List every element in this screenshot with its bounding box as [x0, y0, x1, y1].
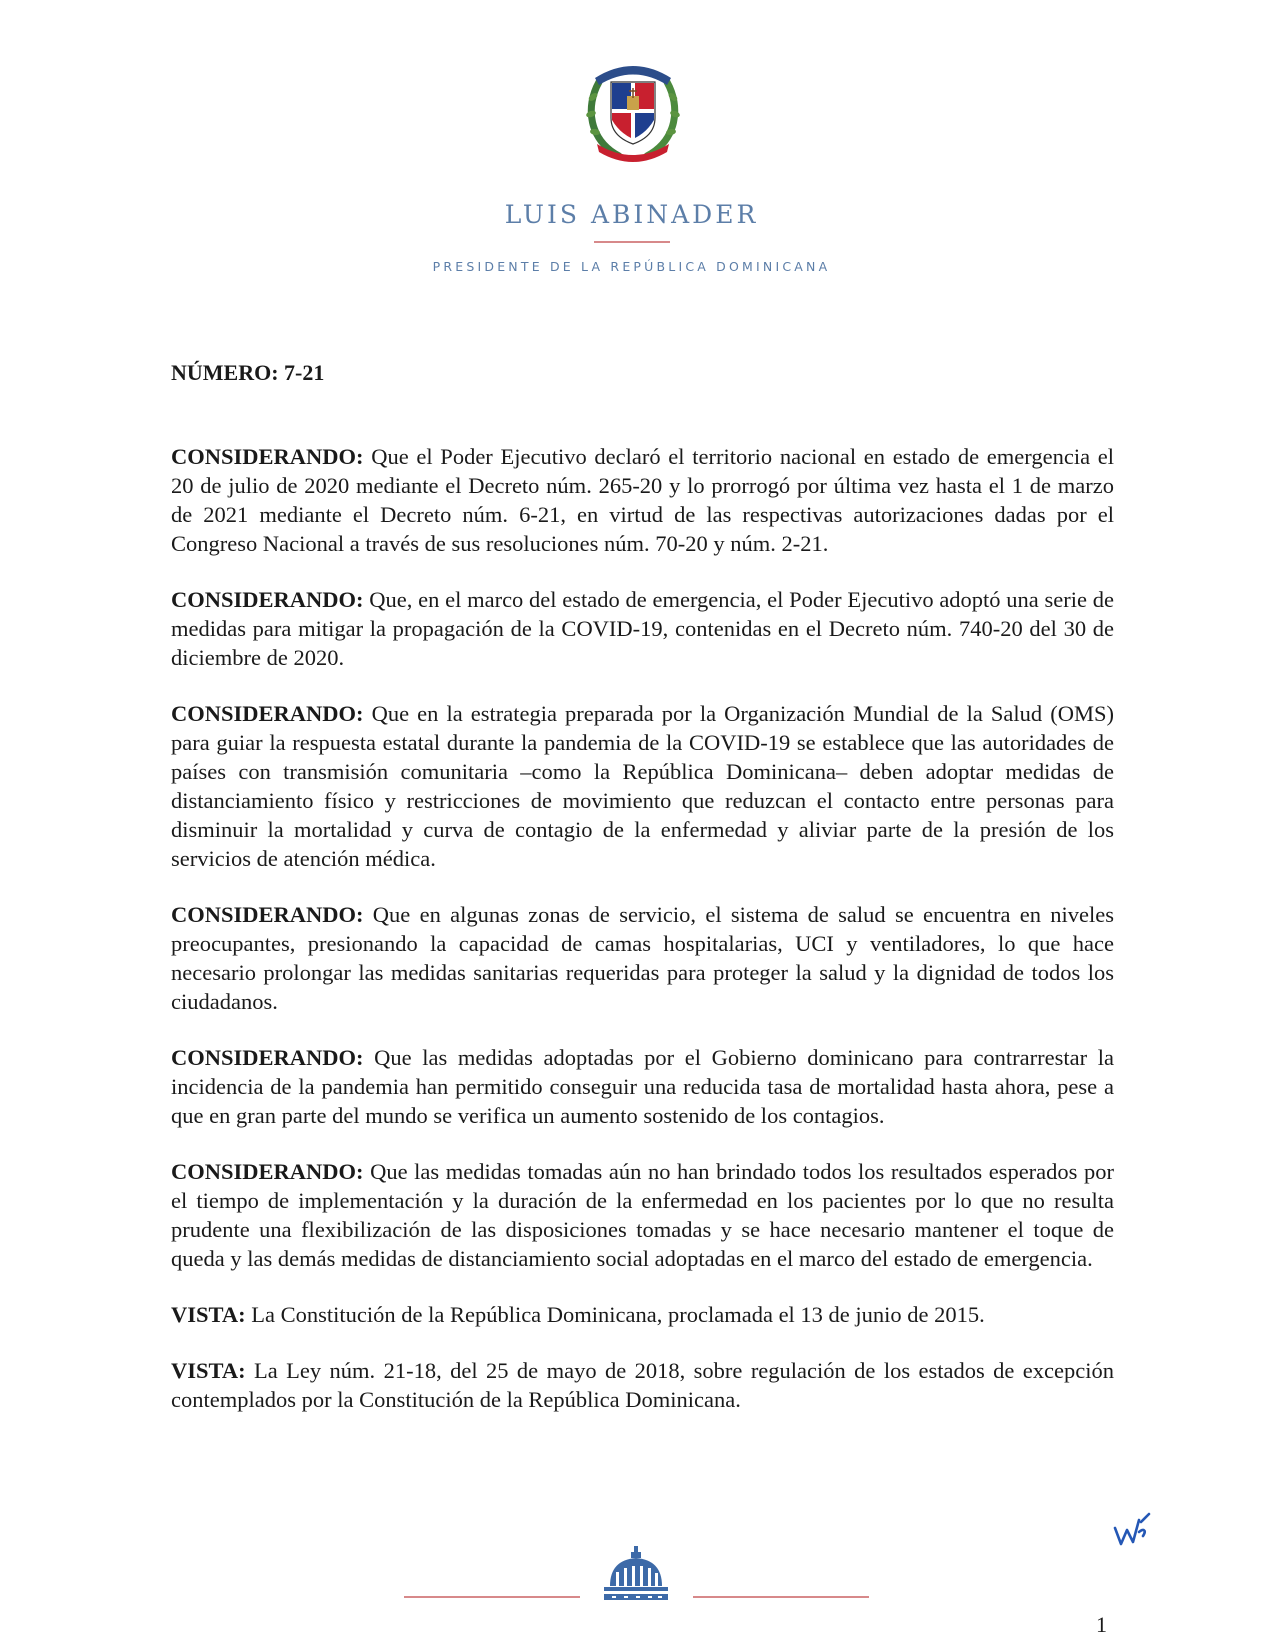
paragraph-text: Que las medidas tomadas aún no han brindado todos los resultados esperados por el tiempo de implementación y la duración de la enfermedad en los pacientes por lo que no resulta prudente una flexibilización de las disposiciones tomadas y se hace necesario mantener el toque de queda y las demás medidas de distanciamiento social adoptadas en el marco del estado de emergencia.	[171, 1159, 1114, 1271]
paragraph-text: Que el Poder Ejecutivo declaró el territorio nacional en estado de emergencia el 20 de julio de 2020 mediante el Decreto núm. 265-20 y lo prorrogó por última vez hasta el 1 de marzo de 2021 mediante el Decreto núm. 6-21, en virtud de las respectivas autorizaciones dadas por el Congreso Nacional a través de sus resoluciones núm. 70-20 y núm. 2-21.	[171, 444, 1114, 556]
president-name: LUIS ABINADER	[504, 200, 759, 229]
paragraph-text: Que, en el marco del estado de emergencia, el Poder Ejecutivo adoptó una serie de medidas para mitigar la propagación de la COVID-19, contenidas en el Decreto núm. 740-20 del 30 de diciembre de 2020.	[171, 587, 1114, 670]
president-title: PRESIDENTE DE LA REPÚBLICA DOMINICANA	[432, 259, 831, 274]
name-underline	[594, 241, 670, 243]
coat-of-arms-icon	[581, 52, 685, 168]
paragraph-keyword: CONSIDERANDO:	[171, 587, 364, 612]
handwritten-initials-icon	[1111, 1510, 1153, 1550]
paragraph	[171, 900, 1114, 1016]
paragraph-keyword: VISTA:	[171, 1358, 246, 1383]
paragraph-keyword: CONSIDERANDO:	[171, 1159, 364, 1184]
footer-rule-left	[404, 1596, 580, 1598]
paragraph-keyword: VISTA:	[171, 1302, 246, 1327]
paragraph	[171, 1300, 1114, 1329]
paragraph	[171, 699, 1114, 873]
paragraph-keyword: CONSIDERANDO:	[171, 1045, 364, 1070]
palace-dome-icon	[600, 1546, 672, 1604]
document-body	[171, 442, 1114, 1441]
paragraph	[171, 1157, 1114, 1273]
paragraph-text: La Constitución de la República Dominicana, proclamada el 13 de junio de 2015.	[245, 1302, 985, 1327]
paragraph	[171, 1043, 1114, 1130]
paragraph-text: Que en algunas zonas de servicio, el sistema de salud se encuentra en niveles preocupantes, presionando la capacidad de camas hospitalarias, UCI y ventiladores, lo que hace necesario prolongar las medidas sanitarias requeridas para proteger la salud y la dignidad de todos los ciudadanos.	[171, 902, 1114, 1014]
paragraph	[171, 1356, 1114, 1414]
paragraph-keyword: CONSIDERANDO:	[171, 701, 364, 726]
paragraph-keyword: CONSIDERANDO:	[171, 444, 364, 469]
page-number: 1	[1096, 1612, 1107, 1637]
footer-rule-right	[693, 1596, 869, 1598]
paragraph	[171, 585, 1114, 672]
paragraph-text: Que las medidas adoptadas por el Gobierno dominicano para contrarrestar la incidencia de la pandemia han permitido conseguir una reducida tasa de mortalidad hasta ahora, pese a que en gran parte del mundo se verifica un aumento sostenido de los contagios.	[171, 1045, 1114, 1128]
paragraph	[171, 442, 1114, 558]
decree-number: NÚMERO: 7-21	[171, 360, 325, 385]
paragraph-text: Que en la estrategia preparada por la Organización Mundial de la Salud (OMS) para guiar la respuesta estatal durante la pandemia de la COVID-19 se establece que las autoridades de países con transmisión comunitaria –como la República Dominicana– deben adoptar medidas de distanciamiento físico y restricciones de movimiento que reduzcan el contacto entre personas para disminuir la mortalidad y curva de contagio de la enfermedad y aliviar parte de la presión de los servicios de atención médica.	[171, 701, 1114, 871]
paragraph-keyword: CONSIDERANDO:	[171, 902, 364, 927]
paragraph-text: La Ley núm. 21-18, del 25 de mayo de 2018, sobre regulación de los estados de excepción contemplados por la Constitución de la República Dominicana.	[171, 1358, 1114, 1412]
